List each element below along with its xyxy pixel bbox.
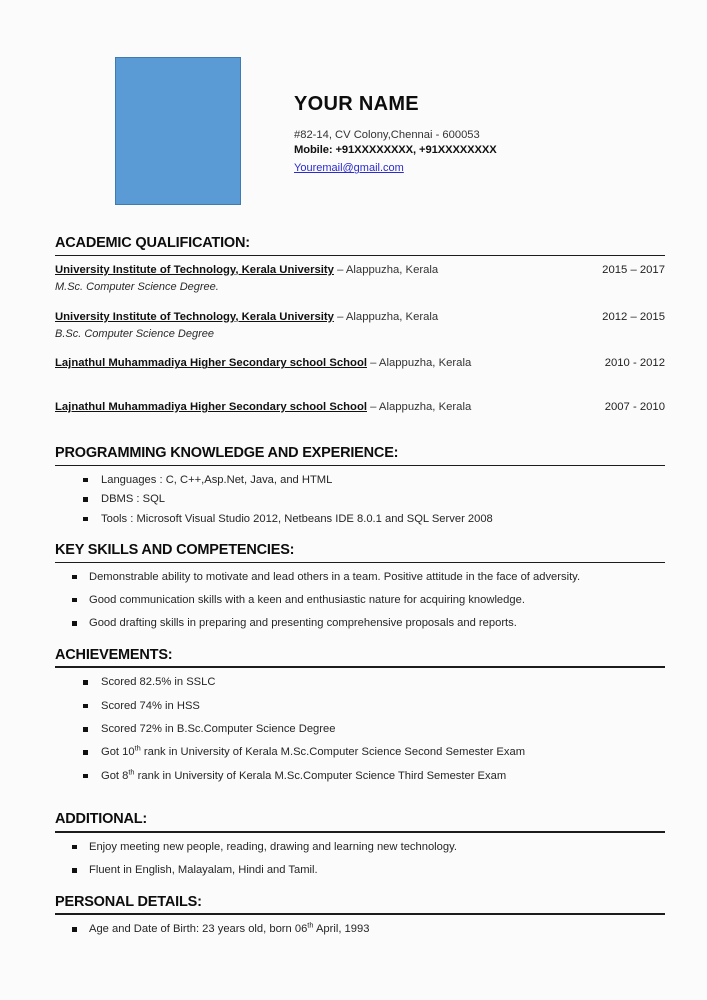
mobile-line: Mobile: +91XXXXXXXX, +91XXXXXXXX (294, 144, 497, 157)
education-institution (55, 262, 438, 278)
section-heading: PROGRAMMING KNOWLEDGE AND EXPERIENCE: (55, 445, 399, 462)
page-title: YOUR NAME (294, 93, 419, 115)
school-name: University Institute of Technology, Kerala University (55, 263, 334, 276)
section-divider (55, 666, 665, 668)
bullet-square-icon (83, 750, 88, 755)
spacer (55, 373, 665, 399)
bullet-square-icon (72, 845, 77, 850)
bullet-square-icon (83, 517, 88, 522)
list-item-label: Scored 74% in HSS (101, 699, 200, 712)
education-degree: B.Sc. Computer Science Degree (55, 327, 214, 340)
ordinal-suffix: th (307, 920, 314, 930)
bullet-square-icon (72, 575, 77, 580)
ordinal-suffix: th (128, 767, 135, 777)
dob-suffix: April, 1993 (313, 923, 370, 936)
list-item (55, 569, 665, 586)
bullet-square-icon (83, 704, 88, 709)
resume-header (0, 0, 707, 205)
section-achievements (55, 647, 665, 785)
dob-prefix: Age and Date of Birth: 23 years old, born 06 (89, 923, 308, 936)
list-item-label: Languages : C, C++,Asp.Net, Java, and HTML (101, 473, 333, 486)
section-divider (55, 255, 665, 256)
bullet-square-icon (72, 598, 77, 603)
bullet-square-icon (72, 868, 77, 873)
section-heading: ADDITIONAL: (55, 811, 148, 828)
list-item-label: Good communication skills with a keen and enthusiastic nature for acquiring knowledge. (89, 593, 525, 606)
bullet-square-icon (83, 497, 88, 502)
bullet-square-icon (83, 680, 88, 685)
list-item (55, 921, 665, 938)
list-item (55, 491, 665, 508)
section-programming-knowledge (55, 445, 665, 528)
resume-body (0, 235, 707, 939)
section-divider (55, 913, 665, 915)
education-degree: M.Sc. Computer Science Degree. (55, 281, 219, 294)
education-institution (55, 309, 438, 325)
section-divider (55, 465, 665, 466)
list-item (55, 839, 665, 856)
list-item-label: Scored 82.5% in SSLC (101, 676, 216, 689)
photo-placeholder (115, 57, 241, 205)
list-item (55, 592, 665, 609)
list-item (55, 744, 665, 761)
education-date: 2010 - 2012 (604, 357, 665, 370)
list-item-label: Scored 72% in B.Sc.Computer Science Degree (101, 723, 336, 736)
education-institution (55, 355, 471, 371)
programming-list (55, 472, 665, 528)
section-heading: ACADEMIC QUALIFICATION: (55, 235, 250, 251)
education-row (55, 355, 665, 371)
list-item-label: Enjoy meeting new people, reading, drawing and learning new technology. (89, 840, 457, 853)
section-academic-qualification (55, 235, 665, 415)
list-item-label: Demonstrable ability to motivate and lead others in a team. Positive attitude in the face of adversity. (89, 570, 581, 583)
list-item (55, 674, 665, 691)
list-item (55, 721, 665, 738)
section-key-skills (55, 542, 665, 633)
section-heading: KEY SKILLS AND COMPETENCIES: (55, 541, 295, 558)
list-item (55, 511, 665, 528)
bullet-square-icon (83, 774, 88, 779)
education-row (55, 399, 665, 415)
school-location: – Alappuzha, Kerala (333, 310, 439, 323)
school-location: – Alappuzha, Kerala (333, 263, 439, 276)
list-item-label: Good drafting skills in preparing and presenting comprehensive proposals and reports. (89, 617, 517, 630)
bullet-square-icon (72, 927, 77, 932)
list-item (55, 862, 665, 879)
bullet-square-icon (83, 727, 88, 732)
achievements-list (55, 674, 665, 785)
personal-details-list (55, 921, 665, 938)
email-link[interactable]: Youremail@gmail.com (294, 162, 404, 175)
rank-text-suffix: rank in University of Kerala M.Sc.Computer Science Second Semester Exam (140, 746, 526, 759)
list-item (55, 768, 665, 785)
section-divider (55, 562, 665, 563)
key-skills-list (55, 569, 665, 633)
address-line: #82-14, CV Colony,Chennai - 600053 (294, 129, 480, 141)
education-row (55, 262, 665, 278)
section-personal-details (55, 894, 665, 939)
school-name: Lajnathul Muhammadiya Higher Secondary school School (55, 400, 367, 413)
list-item-label: DBMS : SQL (101, 493, 166, 506)
rank-text-prefix: Got 10 (101, 746, 135, 759)
contact-block (294, 57, 497, 176)
school-location: – Alappuzha, Kerala (366, 400, 472, 413)
list-item (55, 472, 665, 489)
education-institution (55, 399, 471, 415)
section-heading: ACHIEVEMENTS: (55, 646, 173, 663)
education-date: 2012 – 2015 (602, 310, 665, 323)
section-divider (55, 831, 665, 833)
school-name: University Institute of Technology, Kerala University (55, 310, 334, 323)
list-item-label: Fluent in English, Malayalam, Hindi and Tamil. (89, 864, 318, 877)
list-item (55, 698, 665, 715)
section-additional (55, 811, 665, 879)
education-date: 2007 - 2010 (604, 400, 665, 413)
education-date: 2015 – 2017 (602, 263, 665, 276)
rank-text-prefix: Got 8 (101, 769, 129, 782)
section-heading: PERSONAL DETAILS: (55, 893, 202, 910)
email-line (294, 158, 497, 176)
bullet-square-icon (83, 478, 88, 483)
ordinal-suffix: th (134, 743, 141, 753)
education-row (55, 309, 665, 325)
list-item-label: Tools : Microsoft Visual Studio 2012, Netbeans IDE 8.0.1 and SQL Server 2008 (101, 512, 493, 525)
school-location: – Alappuzha, Kerala (366, 357, 472, 370)
list-item (55, 615, 665, 632)
bullet-square-icon (72, 621, 77, 626)
school-name: Lajnathul Muhammadiya Higher Secondary school School (55, 357, 367, 370)
rank-text-suffix: rank in University of Kerala M.Sc.Computer Science Third Semester Exam (134, 769, 507, 782)
additional-list (55, 839, 665, 880)
